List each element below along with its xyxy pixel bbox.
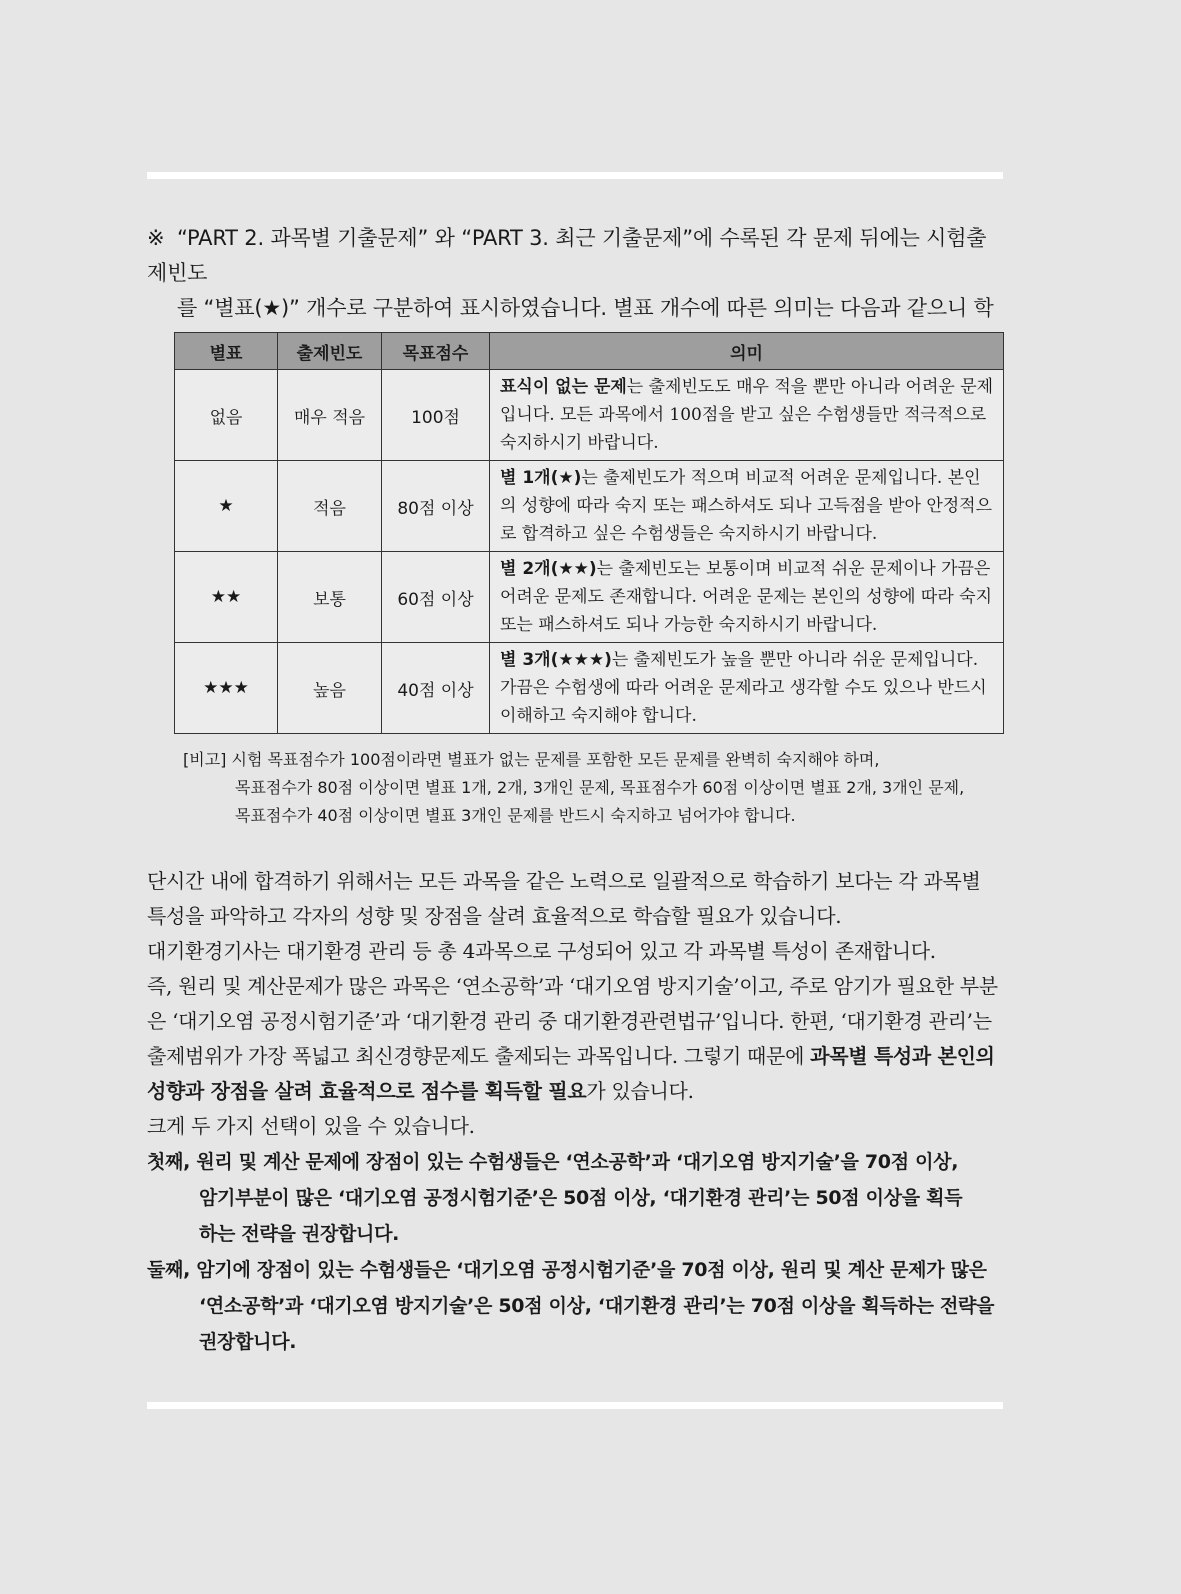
cell-stars: ★★ <box>175 552 278 643</box>
table-header-row <box>175 333 1004 370</box>
top-rule <box>147 172 1003 179</box>
cell-stars: ★ <box>175 461 278 552</box>
cell-frequency: 보통 <box>278 552 382 643</box>
reference-mark: ※ <box>147 226 165 250</box>
bottom-rule <box>147 1402 1003 1409</box>
paragraph-text: 즉, 원리 및 계산문제가 많은 과목은 ‘연소공학’과 ‘대기오염 방지기술’이고, 주로 암기가 필요한 부분은 ‘대기오염 공정시험기준’과 ‘대기환경 관리 중 대기환경관련법규’입니다. 한편, ‘대기환경 관리’는 출제범위가 가장 폭넓고 최신경향문제도 출제되는 과목입니다. 그렇기 때문에 <box>147 974 998 1068</box>
paragraph-choices: 크게 두 가지 선택이 있을 수 있습니다. <box>147 1114 475 1138</box>
paragraph-text-end: 가 있습니다. <box>586 1079 694 1103</box>
cell-frequency: 매우 적음 <box>278 370 382 461</box>
header-target-score: 목표점수 <box>382 333 490 370</box>
meaning-text: 는 출제빈도는 보통이며 비교적 쉬운 문제이나 가끔은 어려운 문제도 존재합니다. 어려운 문제는 본인의 성향에 따라 숙지 또는 패스하셔도 되나 가능한 숙지하시기 바랍니다. <box>500 559 993 635</box>
cell-stars: ★★★ <box>175 643 278 734</box>
table-row <box>175 461 1004 552</box>
header-stars: 별표 <box>175 333 278 370</box>
paragraph-subjects: 대기환경기사는 대기환경 관리 등 총 4과목으로 구성되어 있고 각 과목별 특성이 존재합니다. <box>147 939 936 963</box>
strategy-second <box>147 1252 1003 1360</box>
table-row <box>175 643 1004 734</box>
remark-line-1: [비고] 시험 목표점수가 100점이라면 별표가 없는 문제를 포함한 모든 문제를 완벽히 숙지해야 하며, <box>183 750 880 769</box>
cell-meaning <box>490 643 1004 734</box>
cell-meaning <box>490 552 1004 643</box>
meaning-lead: 표식이 없는 문제 <box>500 377 627 397</box>
table-remark <box>183 746 1003 830</box>
strategy-first-line-2: 암기부분이 많은 ‘대기오염 공정시험기준’은 50점 이상, ‘대기환경 관리’는 50점 이상을 획득 <box>199 1187 963 1209</box>
remark-line-3: 목표점수가 40점 이상이면 별표 3개인 문제를 반드시 숙지하고 넘어가야 합니다. <box>235 806 796 825</box>
frequency-table <box>174 332 1004 734</box>
cell-score: 100점 <box>382 370 490 461</box>
cell-score: 80점 이상 <box>382 461 490 552</box>
paragraph-characteristics <box>147 969 1003 1109</box>
note-line-1: “PART 2. 과목별 기출문제” 와 “PART 3. 최근 기출문제”에 수록된 각 문제 뒤에는 시험출제빈도 <box>147 226 987 285</box>
body-text <box>147 864 1003 1360</box>
note-line-2: 를 “별표(★)” 개수로 구분하여 표시하였습니다. 별표 개수에 따른 의미는 다음과 같으니 학 <box>177 296 994 320</box>
meaning-lead: 별 1개(★) <box>500 468 582 488</box>
strategy-second-line-1: 둘째, 암기에 장점이 있는 수험생들은 ‘대기오염 공정시험기준’을 70점 이상, 원리 및 계산 문제가 많은 <box>147 1259 987 1281</box>
meaning-lead: 별 3개(★★★) <box>500 650 612 670</box>
paragraph-emphasis: 과목별 특성과 본인의 성향과 장점을 살려 효율적으로 점수를 획득할 필요 <box>147 1044 995 1103</box>
cell-meaning <box>490 370 1004 461</box>
remark-line-2: 목표점수가 80점 이상이면 별표 1개, 2개, 3개인 문제, 목표점수가 60점 이상이면 별표 2개, 3개인 문제, <box>235 778 965 797</box>
strategy-second-line-3: 권장합니다. <box>199 1331 297 1353</box>
strategy-first-line-3: 하는 전략을 권장합니다. <box>199 1223 400 1245</box>
strategy-first-line-1: 첫째, 원리 및 계산 문제에 장점이 있는 수험생들은 ‘연소공학’과 ‘대기오염 방지기술’을 70점 이상, <box>147 1151 959 1173</box>
cell-score: 60점 이상 <box>382 552 490 643</box>
cell-meaning <box>490 461 1004 552</box>
meaning-text: 는 출제빈도도 매우 적을 뿐만 아니라 어려운 문제입니다. 모든 과목에서 100점을 받고 싶은 수험생들만 적극적으로 숙지하시기 바랍니다. <box>500 377 994 453</box>
cell-score: 40점 이상 <box>382 643 490 734</box>
table-row <box>175 552 1004 643</box>
strategy-second-line-2: ‘연소공학’과 ‘대기오염 방지기술’은 50점 이상, ‘대기환경 관리’는 70점 이상을 획득하는 전략을 <box>199 1295 995 1317</box>
meaning-text: 는 출제빈도가 적으며 비교적 어려운 문제입니다. 본인의 성향에 따라 숙지 또는 패스하셔도 되나 고득점을 받아 안정적으로 합격하고 싶은 수험생들은 숙지하시기 바랍니다. <box>500 468 993 544</box>
cell-stars: 없음 <box>175 370 278 461</box>
table-row <box>175 370 1004 461</box>
meaning-text: 는 출제빈도가 높을 뿐만 아니라 쉬운 문제입니다. 가끔은 수험생에 따라 어려운 문제라고 생각할 수도 있으나 반드시 이해하고 숙지해야 합니다. <box>500 650 987 726</box>
cell-frequency: 높음 <box>278 643 382 734</box>
meaning-lead: 별 2개(★★) <box>500 559 597 579</box>
paragraph-intro: 단시간 내에 합격하기 위해서는 모든 과목을 같은 노력으로 일괄적으로 학습하기 보다는 각 과목별 특성을 파악하고 각자의 성향 및 장점을 살려 효율적으로 학습할 필요가 있습니다. <box>147 869 981 928</box>
header-frequency: 출제빈도 <box>278 333 382 370</box>
strategy-first <box>147 1144 1003 1252</box>
cell-frequency: 적음 <box>278 461 382 552</box>
header-meaning: 의미 <box>490 333 1004 370</box>
